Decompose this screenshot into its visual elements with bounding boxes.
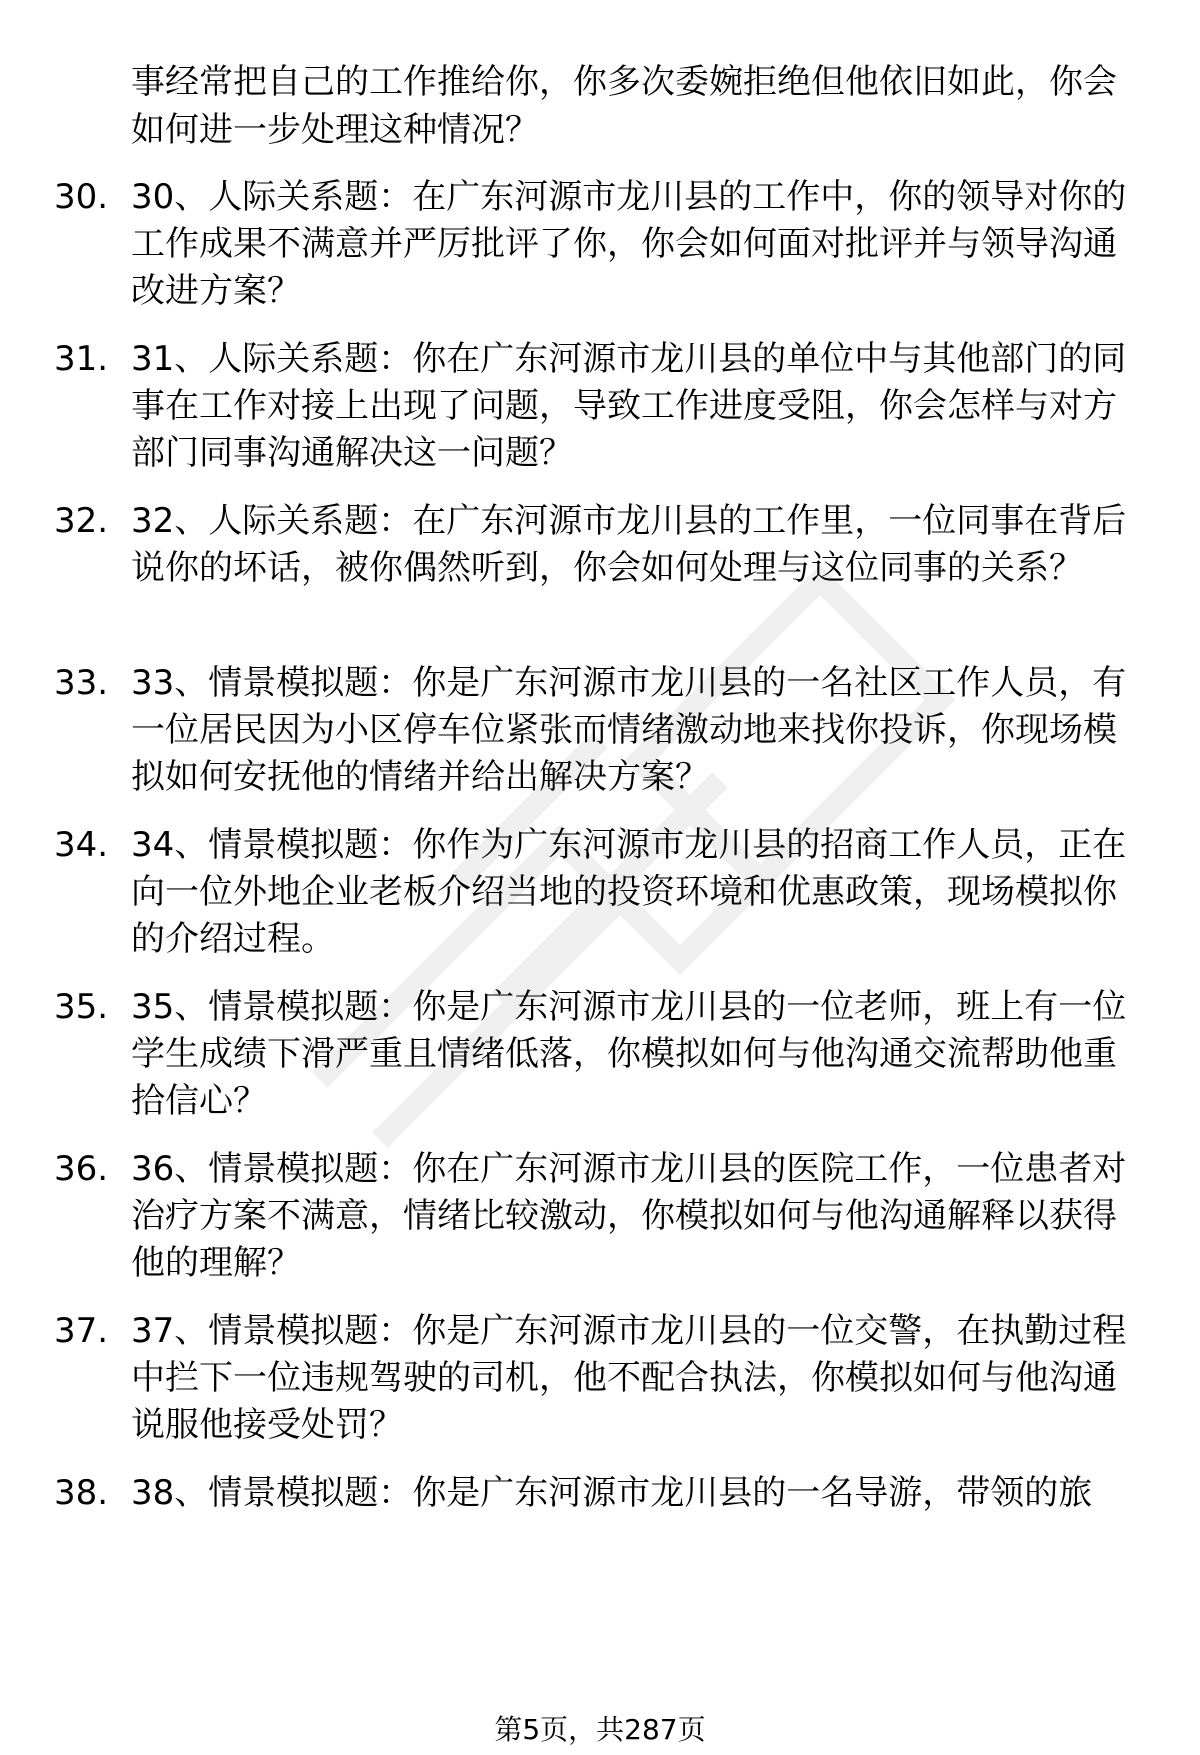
item-number: 38. (54, 1473, 109, 1513)
item-text: 30、人际关系题：在广东河源市龙川县的工作中，你的领导对你的工作成果不满意并严厉批评了你，你会如何面对批评并与领导沟通改进方案？ (131, 177, 1127, 311)
item-text: 38、情景模拟题：你是广东河源市龙川县的一名导游，带领的旅 (131, 1473, 1093, 1513)
item-number: 34. (54, 825, 109, 865)
item-number: 32. (54, 501, 109, 541)
continuation-paragraph: 事经常把自己的工作推给你，你多次委婉拒绝但他依旧如此，你会如何进一步处理这种情况？ (131, 62, 1117, 150)
item-text: 36、情景模拟题：你在广东河源市龙川县的医院工作，一位患者对治疗方案不满意，情绪比较激动，你模拟如何与他沟通解释以获得他的理解？ (131, 1149, 1127, 1283)
item-text: 35、情景模拟题：你是广东河源市龙川县的一位老师，班上有一位学生成绩下滑严重且情绪低落，你模拟如何与他沟通交流帮助他重拾信心？ (131, 987, 1127, 1121)
item-text: 33、情景模拟题：你是广东河源市龙川县的一名社区工作人员，有一位居民因为小区停车位紧张而情绪激动地来找你投诉，你现场模拟如何安抚他的情绪并给出解决方案？ (131, 663, 1127, 797)
item-number: 33. (54, 663, 109, 703)
item-number: 31. (54, 339, 109, 379)
item-text: 31、人际关系题：你在广东河源市龙川县的单位中与其他部门的同事在工作对接上出现了问题，导致工作进度受阻，你会怎样与对方部门同事沟通解决这一问题？ (131, 339, 1127, 473)
page-footer: 第5页，共287页 (494, 1713, 706, 1746)
item-number: 37. (54, 1311, 109, 1351)
item-text: 37、情景模拟题：你是广东河源市龙川县的一位交警，在执勤过程中拦下一位违规驾驶的司机，他不配合执法，你模拟如何与他沟通说服他接受处罚？ (131, 1311, 1127, 1445)
item-number: 30. (54, 177, 109, 217)
item-text: 34、情景模拟题：你作为广东河源市龙川县的招商工作人员，正在向一位外地企业老板介绍当地的投资环境和优惠政策，现场模拟你的介绍过程。 (131, 825, 1127, 959)
item-number: 36. (54, 1149, 109, 1189)
item-number: 35. (54, 987, 109, 1027)
item-text: 32、人际关系题：在广东河源市龙川县的工作里，一位同事在背后说你的坏话，被你偶然听到，你会如何处理与这位同事的关系？ (131, 501, 1127, 588)
